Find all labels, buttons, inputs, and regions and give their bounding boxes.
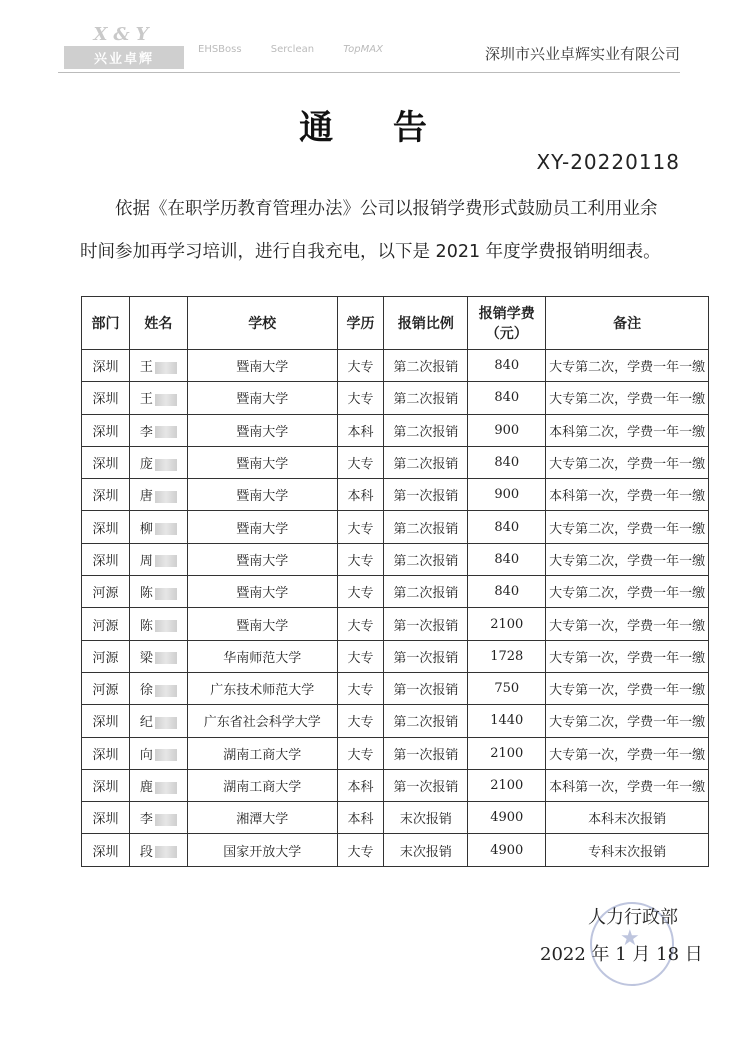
cell-degree: 大专 <box>337 382 384 414</box>
cell-fee: 2100 <box>468 608 546 640</box>
cell-department: 河源 <box>82 576 130 608</box>
cell-name <box>129 769 187 801</box>
surname: 庞 <box>139 457 153 473</box>
cell-school: 暨南大学 <box>187 479 337 511</box>
cell-degree: 大专 <box>337 446 384 478</box>
cell-school: 暨南大学 <box>187 350 337 382</box>
cell-reimburse-ratio: 第二次报销 <box>384 350 468 382</box>
table-row <box>82 350 709 382</box>
cell-degree: 大专 <box>337 576 384 608</box>
cell-department: 深圳 <box>82 802 130 834</box>
cell-department: 深圳 <box>82 479 130 511</box>
table-row <box>82 737 709 769</box>
cell-name <box>129 414 187 446</box>
cell-reimburse-ratio: 第二次报销 <box>384 543 468 575</box>
surname: 梁 <box>139 650 153 666</box>
cell-reimburse-ratio: 第二次报销 <box>384 382 468 414</box>
redacted-name-blur <box>155 426 177 438</box>
surname: 鹿 <box>139 780 153 795</box>
table-row <box>82 382 709 414</box>
cell-name <box>129 834 187 866</box>
cell-school: 湖南工商大学 <box>187 769 337 801</box>
cell-reimburse-ratio: 第一次报销 <box>384 737 468 769</box>
surname: 周 <box>139 553 153 569</box>
redacted-name-blur <box>155 491 177 503</box>
tuition-reimbursement-table <box>81 296 709 867</box>
redacted-name-blur <box>155 685 177 697</box>
cell-fee: 1440 <box>468 705 546 737</box>
cell-name <box>129 608 187 640</box>
cell-degree: 本科 <box>337 769 384 801</box>
cell-reimburse-ratio: 第一次报销 <box>384 769 468 801</box>
cell-remark: 大专第一次，学费一年一缴 <box>546 640 709 672</box>
cell-fee: 840 <box>468 511 546 543</box>
cell-fee: 750 <box>468 672 546 704</box>
redacted-name-blur <box>155 588 177 600</box>
cell-name <box>129 737 187 769</box>
cell-fee: 840 <box>468 382 546 414</box>
cell-school: 华南师范大学 <box>187 640 337 672</box>
cell-school: 暨南大学 <box>187 543 337 575</box>
cell-department: 河源 <box>82 640 130 672</box>
cell-degree: 大专 <box>337 737 384 769</box>
cell-school: 广东省社会科学大学 <box>187 705 337 737</box>
cell-reimburse-ratio: 第二次报销 <box>384 446 468 478</box>
cell-name <box>129 672 187 704</box>
table-row <box>82 672 709 704</box>
cell-department: 深圳 <box>82 705 130 737</box>
cell-remark: 本科第一次，学费一年一缴 <box>546 479 709 511</box>
redacted-name-blur <box>155 555 177 567</box>
table-row <box>82 576 709 608</box>
company-name: 深圳市兴业卓辉实业有限公司 <box>484 45 680 63</box>
redacted-name-blur <box>155 459 177 471</box>
table-row <box>82 802 709 834</box>
surname: 陈 <box>139 618 153 634</box>
redacted-name-blur <box>155 782 177 794</box>
col-header-department: 部门 <box>82 297 130 350</box>
surname: 王 <box>139 392 153 408</box>
cell-degree: 大专 <box>337 640 384 672</box>
cell-remark: 大专第二次，学费一年一缴 <box>546 705 709 737</box>
issuing-department: 人力行政部 <box>588 907 678 928</box>
table-row <box>82 705 709 737</box>
cell-department: 深圳 <box>82 382 130 414</box>
cell-name <box>129 511 187 543</box>
cell-remark: 大专第二次，学费一年一缴 <box>546 543 709 575</box>
table-header-row <box>82 297 709 350</box>
intro-paragraph <box>80 188 680 274</box>
letterhead <box>58 22 680 73</box>
cell-fee: 2100 <box>468 769 546 801</box>
redacted-name-blur <box>155 523 177 535</box>
cell-reimburse-ratio: 第一次报销 <box>384 479 468 511</box>
cell-degree: 本科 <box>337 479 384 511</box>
cell-department: 深圳 <box>82 446 130 478</box>
cell-fee: 1728 <box>468 640 546 672</box>
cell-fee: 4900 <box>468 834 546 866</box>
brand-ehsboss: EHSBoss <box>198 44 242 55</box>
col-header-name: 姓名 <box>129 297 187 350</box>
redacted-name-blur <box>155 717 177 729</box>
cell-reimburse-ratio: 第一次报销 <box>384 640 468 672</box>
surname: 李 <box>139 424 153 440</box>
cell-school: 国家开放大学 <box>187 834 337 866</box>
seal-star-icon: ★ <box>620 926 640 951</box>
brand-serclean: Serclean <box>270 44 315 55</box>
cell-fee: 840 <box>468 446 546 478</box>
redacted-name-blur <box>155 814 177 826</box>
cell-department: 深圳 <box>82 769 130 801</box>
document-number: XY-20220118 <box>536 150 680 174</box>
surname: 李 <box>139 812 153 828</box>
cell-department: 深圳 <box>82 543 130 575</box>
cell-degree: 大专 <box>337 608 384 640</box>
cell-degree: 大专 <box>337 543 384 575</box>
cell-name <box>129 576 187 608</box>
cell-name <box>129 446 187 478</box>
redacted-name-blur <box>155 394 177 406</box>
cell-reimburse-ratio: 第二次报销 <box>384 511 468 543</box>
col-header-remark: 备注 <box>546 297 709 350</box>
cell-department: 深圳 <box>82 511 130 543</box>
notice-title: 通 告 <box>299 108 451 148</box>
intro-line-2: 时间参加再学习培训，进行自我充电，以下是 2021 年度学费报销明细表。 <box>80 242 661 262</box>
cell-department: 河源 <box>82 672 130 704</box>
cell-reimburse-ratio: 第二次报销 <box>384 414 468 446</box>
cell-degree: 大专 <box>337 672 384 704</box>
logo-bottom-text: 兴业卓辉 <box>64 46 184 69</box>
cell-degree: 大专 <box>337 834 384 866</box>
cell-name <box>129 543 187 575</box>
cell-fee: 2100 <box>468 737 546 769</box>
table-row <box>82 608 709 640</box>
cell-remark: 本科末次报销 <box>546 802 709 834</box>
col-header-reimburse-ratio: 报销比例 <box>384 297 468 350</box>
surname: 唐 <box>139 489 153 505</box>
surname: 向 <box>139 747 153 763</box>
cell-degree: 大专 <box>337 511 384 543</box>
cell-name <box>129 640 187 672</box>
cell-remark: 本科第二次，学费一年一缴 <box>546 414 709 446</box>
cell-school: 广东技术师范大学 <box>187 672 337 704</box>
table-row <box>82 414 709 446</box>
redacted-name-blur <box>155 362 177 374</box>
cell-name <box>129 350 187 382</box>
table-body <box>82 350 709 867</box>
cell-remark: 大专第二次，学费一年一缴 <box>546 382 709 414</box>
surname: 徐 <box>139 683 153 699</box>
cell-fee: 840 <box>468 576 546 608</box>
cell-school: 暨南大学 <box>187 608 337 640</box>
cell-degree: 大专 <box>337 705 384 737</box>
cell-school: 湘潭大学 <box>187 802 337 834</box>
cell-remark: 大专第二次，学费一年一缴 <box>546 576 709 608</box>
cell-name <box>129 382 187 414</box>
surname: 段 <box>139 844 153 860</box>
cell-department: 河源 <box>82 608 130 640</box>
cell-reimburse-ratio: 末次报销 <box>384 834 468 866</box>
surname: 王 <box>139 360 153 376</box>
cell-fee: 900 <box>468 414 546 446</box>
table-row <box>82 479 709 511</box>
cell-school: 暨南大学 <box>187 511 337 543</box>
cell-department: 深圳 <box>82 834 130 866</box>
company-logo <box>64 24 184 68</box>
logo-top-text: X&Y <box>93 24 155 45</box>
cell-fee: 840 <box>468 543 546 575</box>
cell-school: 暨南大学 <box>187 576 337 608</box>
cell-degree: 大专 <box>337 350 384 382</box>
cell-reimburse-ratio: 第二次报销 <box>384 705 468 737</box>
cell-remark: 大专第二次，学费一年一缴 <box>546 511 709 543</box>
cell-reimburse-ratio: 第二次报销 <box>384 576 468 608</box>
cell-school: 暨南大学 <box>187 446 337 478</box>
redacted-name-blur <box>155 620 177 632</box>
surname: 纪 <box>139 715 153 731</box>
cell-remark: 大专第一次，学费一年一缴 <box>546 608 709 640</box>
cell-name <box>129 479 187 511</box>
cell-school: 湖南工商大学 <box>187 737 337 769</box>
redacted-name-blur <box>155 652 177 664</box>
surname: 柳 <box>139 521 153 537</box>
cell-name <box>129 802 187 834</box>
intro-line-1: 依据《在职学历教育管理办法》公司以报销学费形式鼓励员工利用业余 <box>115 199 658 219</box>
col-header-fee: 报销学费（元） <box>468 297 546 350</box>
col-header-degree: 学历 <box>337 297 384 350</box>
table-row <box>82 446 709 478</box>
col-header-school: 学校 <box>187 297 337 350</box>
brand-topmax: TopMAX <box>343 44 383 55</box>
cell-fee: 4900 <box>468 802 546 834</box>
table-row <box>82 834 709 866</box>
cell-remark: 大专第一次，学费一年一缴 <box>546 672 709 704</box>
cell-reimburse-ratio: 末次报销 <box>384 802 468 834</box>
table-row <box>82 543 709 575</box>
cell-department: 深圳 <box>82 414 130 446</box>
cell-name <box>129 705 187 737</box>
cell-school: 暨南大学 <box>187 414 337 446</box>
cell-remark: 本科第一次，学费一年一缴 <box>546 769 709 801</box>
cell-remark: 大专第二次，学费一年一缴 <box>546 446 709 478</box>
table-row <box>82 769 709 801</box>
cell-fee: 900 <box>468 479 546 511</box>
cell-department: 深圳 <box>82 350 130 382</box>
redacted-name-blur <box>155 749 177 761</box>
table-row <box>82 511 709 543</box>
cell-remark: 大专第一次，学费一年一缴 <box>546 737 709 769</box>
cell-degree: 本科 <box>337 802 384 834</box>
cell-school: 暨南大学 <box>187 382 337 414</box>
cell-fee: 840 <box>468 350 546 382</box>
redacted-name-blur <box>155 846 177 858</box>
surname: 陈 <box>139 586 153 602</box>
issue-date: 2022 年 1 月 18 日 <box>540 944 703 965</box>
table-row <box>82 640 709 672</box>
cell-reimburse-ratio: 第一次报销 <box>384 608 468 640</box>
cell-reimburse-ratio: 第一次报销 <box>384 672 468 704</box>
cell-department: 深圳 <box>82 737 130 769</box>
brand-list <box>198 44 409 55</box>
cell-remark: 专科末次报销 <box>546 834 709 866</box>
cell-remark: 大专第二次，学费一年一缴 <box>546 350 709 382</box>
cell-degree: 本科 <box>337 414 384 446</box>
